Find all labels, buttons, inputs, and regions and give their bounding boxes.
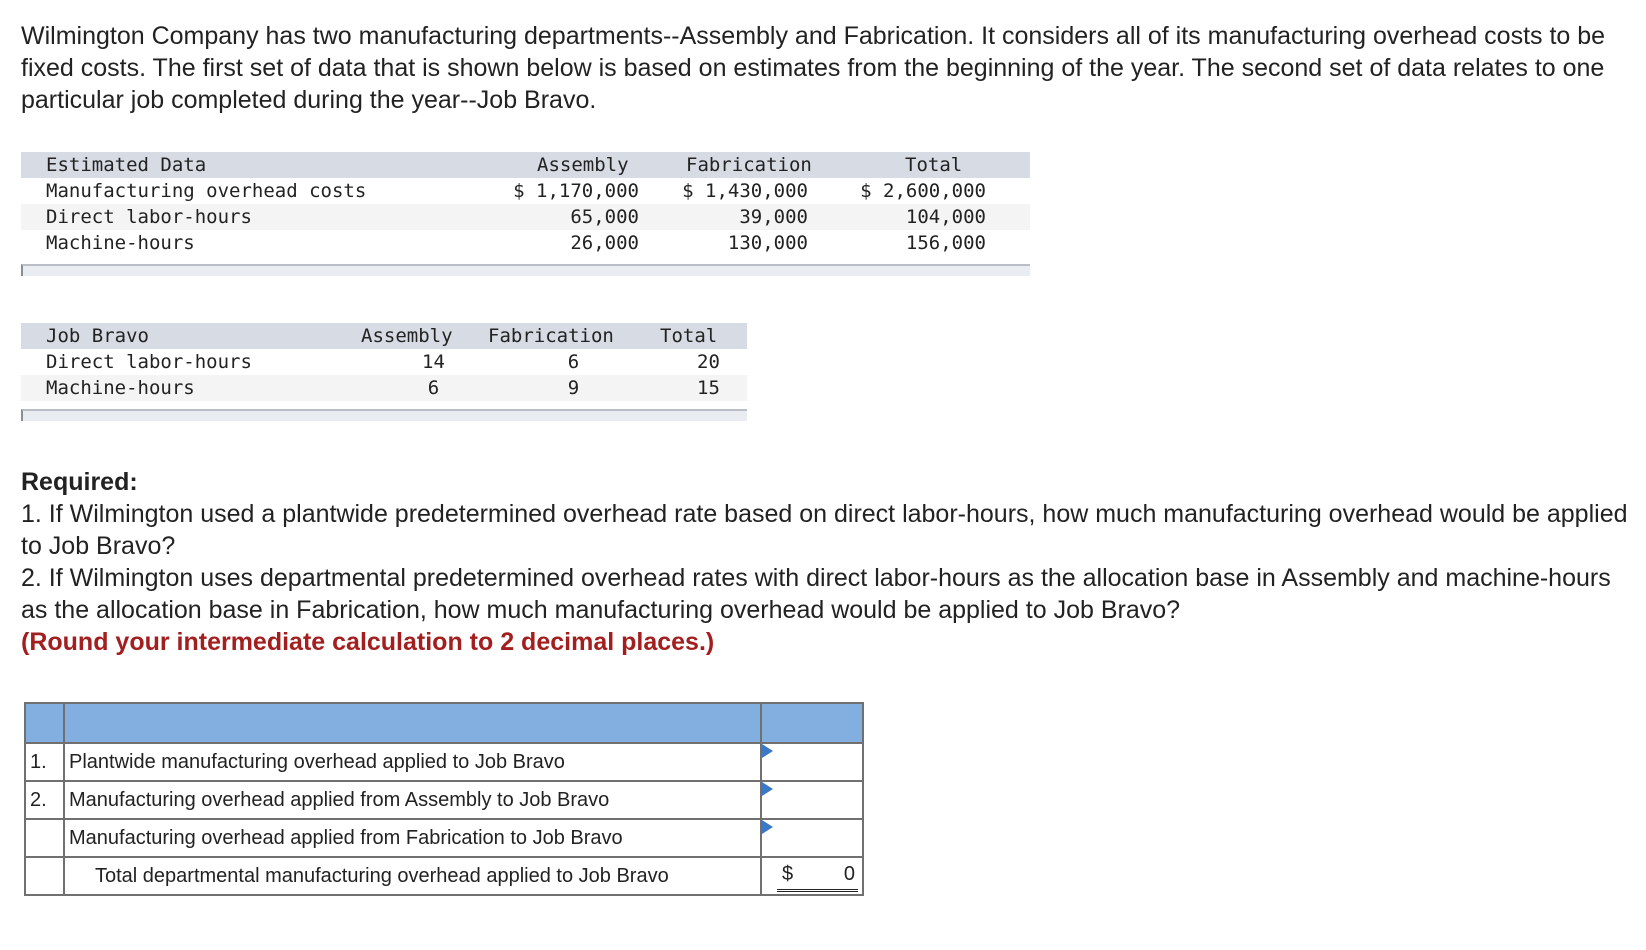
job-row-dlh: [21, 349, 747, 375]
job-header-total: Total: [660, 325, 718, 347]
row-label: Plantwide manufacturing overhead applied to Job Bravo: [64, 743, 761, 781]
answer-row-total: [25, 857, 863, 895]
total-value: 156,000: [905, 232, 986, 254]
total-value: 15: [697, 377, 720, 399]
rounding-note: (Round your intermediate calculation to 2 decimal places.): [21, 628, 715, 656]
plantwide-answer-input[interactable]: [761, 743, 863, 781]
job-header-row: [21, 323, 747, 349]
row-label: Machine-hours: [46, 232, 195, 254]
currency-symbol: $: [782, 863, 794, 885]
job-header-fabrication: Fabrication: [488, 325, 614, 347]
assembly-answer-input[interactable]: [761, 781, 863, 819]
total-value: 20: [697, 351, 720, 373]
input-marker-icon: [762, 782, 773, 796]
total-value: $ 2,600,000: [860, 180, 986, 202]
question-2: 2. If Wilmington uses departmental predetermined overhead rates with direct labor-hours as the allocation base in Assembly and machine-hours as the allocation base in Fabrication, how much manufacturing overhead would be applied to Job Bravo?: [21, 564, 1611, 624]
row-number: 1.: [25, 743, 64, 781]
answer-row-fabrication: [25, 819, 863, 857]
assembly-value: $ 1,170,000: [513, 180, 639, 202]
required-section: [21, 466, 1631, 658]
estimated-row-mh: [21, 230, 1030, 256]
estimated-header-fabrication: Fabrication: [686, 154, 812, 176]
row-label: Direct labor-hours: [46, 351, 252, 373]
estimated-header-assembly: Assembly: [537, 154, 629, 176]
row-label: Manufacturing overhead applied from Assembly to Job Bravo: [64, 781, 761, 819]
job-header-assembly: Assembly: [361, 325, 453, 347]
job-header-label: Job Bravo: [46, 325, 149, 347]
problem-intro: [21, 20, 1621, 116]
input-marker-icon: [762, 744, 773, 758]
fabrication-value: $ 1,430,000: [682, 180, 808, 202]
total-value: 0: [843, 863, 855, 885]
job-bravo-table: [21, 323, 747, 421]
estimated-row-dlh: [21, 204, 1030, 230]
row-label: Direct labor-hours: [46, 206, 252, 228]
intro-text: Wilmington Company has two manufacturing departments--Assembly and Fabrication. It considers all of its manufacturing overhead costs to be fixed costs. The first set of data that is shown below is based on estimates from the beginning of the year. The second set of data relates to one particular job completed during the year--Job Bravo.: [21, 22, 1606, 114]
total-value: 104,000: [905, 206, 986, 228]
answer-header-row: [25, 703, 863, 743]
estimated-data-table: [21, 152, 1030, 276]
answer-row-plantwide: [25, 743, 863, 781]
assembly-value: 6: [427, 377, 440, 399]
answer-row-assembly: [25, 781, 863, 819]
total-value-cell: [761, 857, 863, 895]
estimated-header-row: [21, 152, 1030, 178]
fabrication-value: 130,000: [727, 232, 808, 254]
estimated-header-label: Estimated Data: [46, 154, 207, 176]
estimated-row-overhead: [21, 178, 1030, 204]
row-number: 2.: [25, 781, 64, 819]
table-divider: [21, 409, 747, 421]
job-row-mh: [21, 375, 747, 401]
assembly-value: 26,000: [570, 232, 639, 254]
answer-table: [24, 702, 864, 896]
assembly-value: 65,000: [570, 206, 639, 228]
row-label: Machine-hours: [46, 377, 195, 399]
fabrication-value: 9: [567, 377, 580, 399]
row-number: [25, 819, 64, 857]
total-label: Total departmental manufacturing overhead applied to Job Bravo: [64, 857, 761, 895]
estimated-header-total: Total: [905, 154, 963, 176]
row-label: Manufacturing overhead costs: [46, 180, 367, 202]
fabrication-answer-input[interactable]: [761, 819, 863, 857]
double-underline: [777, 889, 858, 892]
required-title: Required:: [21, 468, 138, 496]
row-label: Manufacturing overhead applied from Fabrication to Job Bravo: [64, 819, 761, 857]
table-divider: [21, 264, 1030, 276]
input-marker-icon: [762, 820, 773, 834]
fabrication-value: 39,000: [739, 206, 808, 228]
assembly-value: 14: [422, 351, 445, 373]
question-1: 1. If Wilmington used a plantwide predetermined overhead rate based on direct labor-hours, how much manufacturing overhead would be applied to Job Bravo?: [21, 500, 1628, 560]
fabrication-value: 6: [567, 351, 580, 373]
